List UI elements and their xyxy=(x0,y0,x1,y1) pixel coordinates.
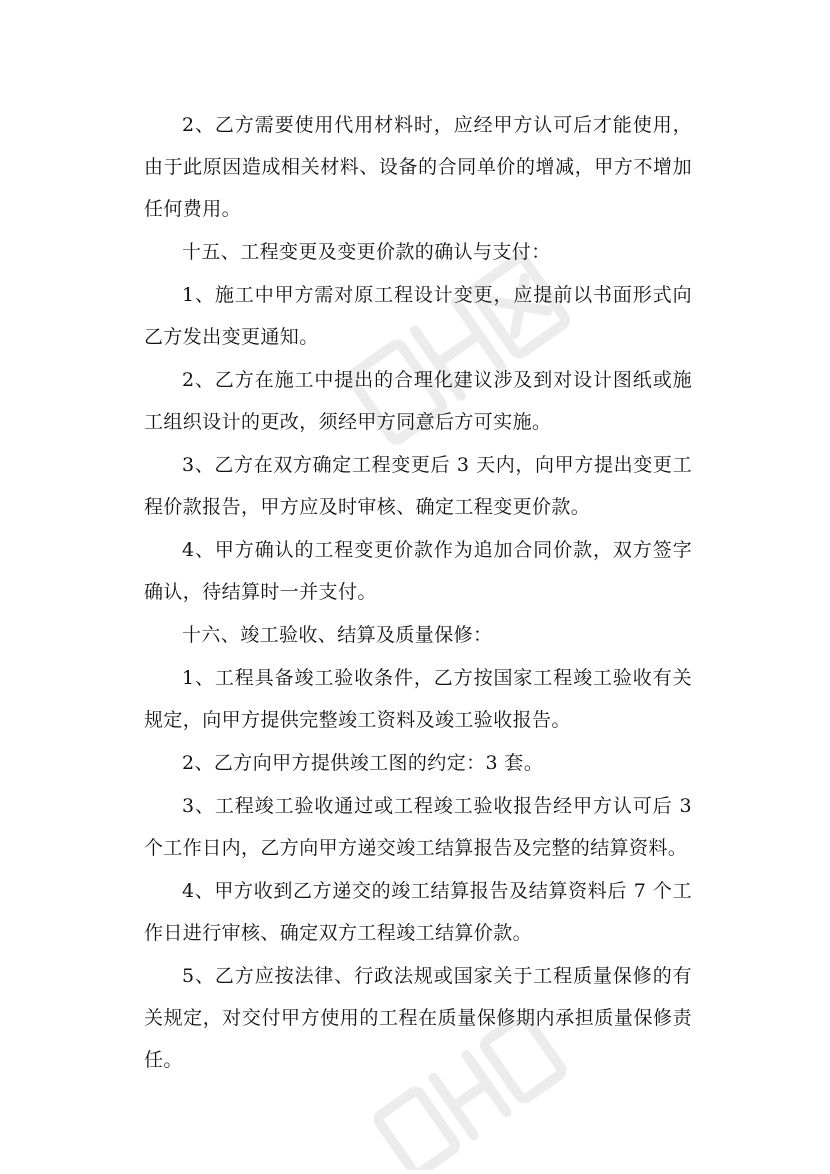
paragraph: 2、乙方向甲方提供竣工图的约定：3 套。 xyxy=(182,752,544,774)
section-heading: 十五、工程变更及变更价款的确认与支付： xyxy=(182,241,551,263)
section-heading: 十六、竣工验收、结算及质量保修： xyxy=(182,624,493,646)
paragraph: 2、乙方需要使用代用材料时，应经甲方认可后才能使用，由于此原因造成相关材料、设备的合同单价的增减，甲方不增加任何费用。 xyxy=(144,114,692,220)
paragraph: 1、工程具备竣工验收条件，乙方按国家工程竣工验收有关规定，向甲方提供完整竣工资料及竣工验收报告。 xyxy=(144,667,692,731)
paragraph: 5、乙方应按法律、行政法规或国家关于工程质量保修的有关规定，对交付甲方使用的工程在质量保修期内承担质量保修责任。 xyxy=(144,965,692,1071)
paragraph: 1、施工中甲方需对原工程设计变更，应提前以书面形式向乙方发出变更通知。 xyxy=(144,284,692,348)
paragraph: 3、乙方在双方确定工程变更后 3 天内，向甲方提出变更工程价款报告，甲方应及时审核、确定工程变更价款。 xyxy=(144,454,692,518)
document-body xyxy=(144,104,692,1082)
paragraph: 2、乙方在施工中提出的合理化建议涉及到对设计图纸或施工组织设计的更改，须经甲方同意后方可实施。 xyxy=(144,369,692,433)
paragraph: 3、工程竣工验收通过或工程竣工验收报告经甲方认可后 3 个工作日内，乙方向甲方递交竣工结算报告及完整的结算资料。 xyxy=(144,795,692,859)
paragraph: 4、甲方收到乙方递交的竣工结算报告及结算资料后 7 个工作日进行审核、确定双方工程竣工结算价款。 xyxy=(144,880,692,944)
paragraph: 4、甲方确认的工程变更价款作为追加合同价款，双方签字确认，待结算时一并支付。 xyxy=(144,539,692,603)
